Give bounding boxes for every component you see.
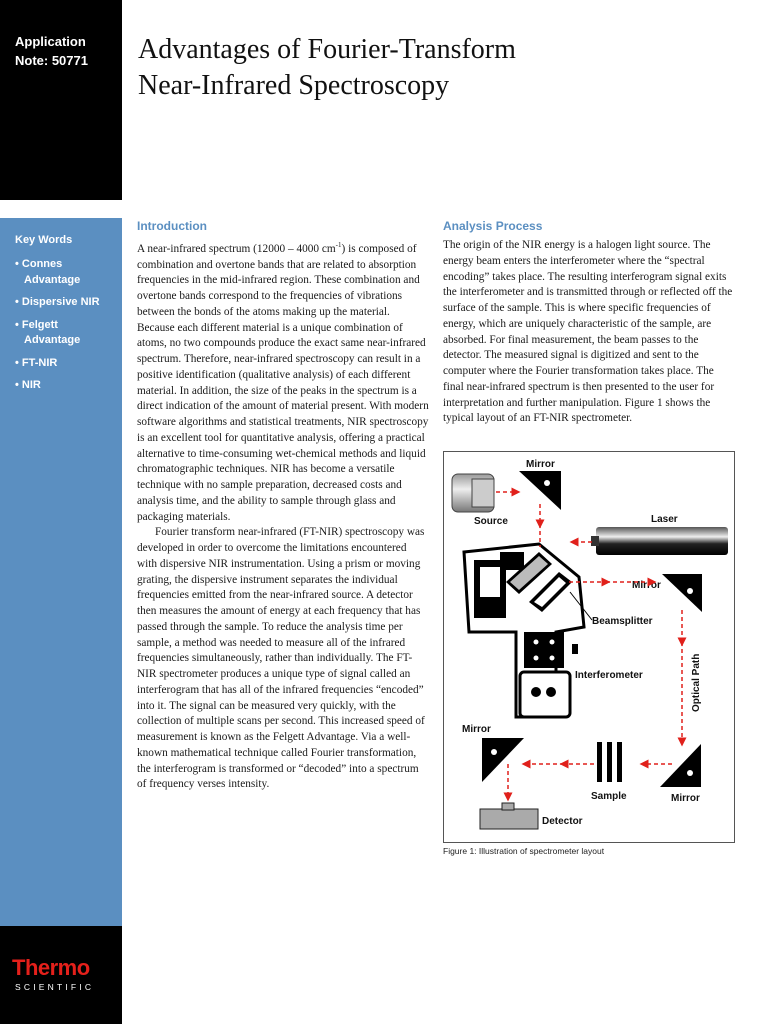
application-note-label — [15, 32, 88, 70]
sample-label: Sample — [591, 791, 627, 802]
mirror-bottom-icon — [660, 744, 701, 787]
introduction-paragraph-1 — [137, 238, 429, 525]
app-note-line2: Note: 50771 — [15, 53, 88, 68]
detector-label: Detector — [542, 816, 583, 827]
title-line1: Advantages of Fourier-Transform — [138, 34, 516, 65]
keyword-item: • Felgett Advantage — [15, 318, 81, 346]
scientific-logo-text: SCIENTIFIC — [15, 982, 95, 992]
intro-p1-part1: A near-infrared spectrum (12000 – 4000 cm — [137, 242, 336, 255]
spectrometer-figure — [443, 451, 735, 843]
analysis-paragraph: The origin of the NIR energy is a halogen light source. The energy beam enters the interferometer where the “spectral encoding” takes place. The resulting interferogram signal exits the interferometer and is transmitted through or reflected off the surface of the sample. This is where specific frequencies of energy, which are uniquely characteristic of the sample, are absorbed. For final measurement, the beam passes to the detector. The measured signal is digitized and sent to the computer where the Fourier transformation takes place. The final near-infrared spectrum is then presented to the user for interpretation and further manipulation. Figure 1 shows the typical layout of an FT-NIR spectrometer. — [443, 239, 733, 425]
source-lamp-icon — [452, 474, 494, 512]
page-title — [138, 32, 738, 104]
intro-superscript: -1 — [335, 241, 342, 249]
keyword-item: • Dispersive NIR — [15, 296, 100, 308]
keywords-title: Key Words — [15, 234, 73, 246]
introduction-heading: Introduction — [137, 219, 207, 233]
mirror-bottom-label: Mirror — [671, 793, 700, 804]
detector-icon — [480, 803, 538, 829]
beamsplitter-label: Beamsplitter — [592, 616, 653, 627]
analysis-heading: Analysis Process — [443, 219, 543, 233]
keywords-list — [15, 257, 115, 401]
interferometer-icon — [464, 544, 584, 717]
title-line2: Near-Infrared Spectroscopy — [138, 70, 450, 101]
analysis-column — [443, 219, 735, 427]
app-note-line1: Application — [15, 34, 86, 49]
mirror-left-icon — [482, 738, 524, 782]
optical-path-label: Optical Path — [691, 653, 702, 712]
sample-icon — [597, 742, 622, 782]
mirror-right-label: Mirror — [632, 580, 661, 591]
laser-label: Laser — [651, 514, 678, 525]
mirror-top-label: Mirror — [526, 459, 555, 470]
figure-caption: Figure 1: Illustration of spectrometer layout — [443, 846, 605, 856]
introduction-paragraph-2: Fourier transform near-infrared (FT-NIR) spectroscopy was developed in order to overcome the limitations encountered with dispersive NIR instrumentation. Using a prism or moving grating, the dispersive instrument separates the individual frequencies emitted from the near-infrared source. A detector then measures the amount of energy at each frequency that has passed through the sample. To reduce the analysis time per sample, a method was needed to measure all of the infrared frequencies simultaneously, rather than individually. The FT-NIR spectrometer produces a unique type of signal called an interferogram that has all of the infrared frequencies “encoded” into it. The signal can be measured very quickly, with the collection of multiple scans per second. This increased speed of measurement is known as the Felgett Advantage. Via a well-known mathematical technique called Fourier transformation, the interferogram is transformed or “decoded” into a spectrum of frequency verses intensity. — [137, 526, 425, 791]
intro-p1-part2: ) is composed of combination and overtone bands that are related to absorption frequencies in the mid-infrared region. These combination and overtone bands correspond to the frequencies of vibrations between the bonds of the atoms making up the material. Because each different material is a unique combination of atoms, no two compounds produce the exact same near-infrared spectrum. Therefore, near-infrared spectroscopy can result in a positive identification (qualitative analysis) of each different material. In addition, the size of the peaks in the spectrum is a direct indication of the amount of material present. With modern software algorithms and statistical treatments, NIR spectroscopy is an excellent tool for quantitative analysis, offering a practical alternative to time-consuming wet-chemical methods and liquid chromatographic techniques. NIR has become a versatile technique with no sample preparation, decreased costs and analysis time, and the ability to sample through glass and packaging materials. — [137, 242, 429, 523]
mirror-left-label: Mirror — [462, 724, 491, 735]
laser-icon — [591, 527, 728, 555]
keyword-item: • Connes Advantage — [15, 258, 81, 286]
introduction-column — [137, 219, 429, 793]
thermo-logo: Thermo — [12, 955, 90, 980]
sidebar-header-block — [0, 0, 122, 200]
keyword-item: • NIR — [15, 379, 41, 391]
source-label: Source — [474, 516, 508, 527]
keyword-item: • FT-NIR — [15, 356, 58, 369]
mirror-right-icon — [662, 574, 702, 612]
interferometer-label: Interferometer — [575, 670, 643, 681]
spectrometer-diagram — [444, 452, 734, 842]
